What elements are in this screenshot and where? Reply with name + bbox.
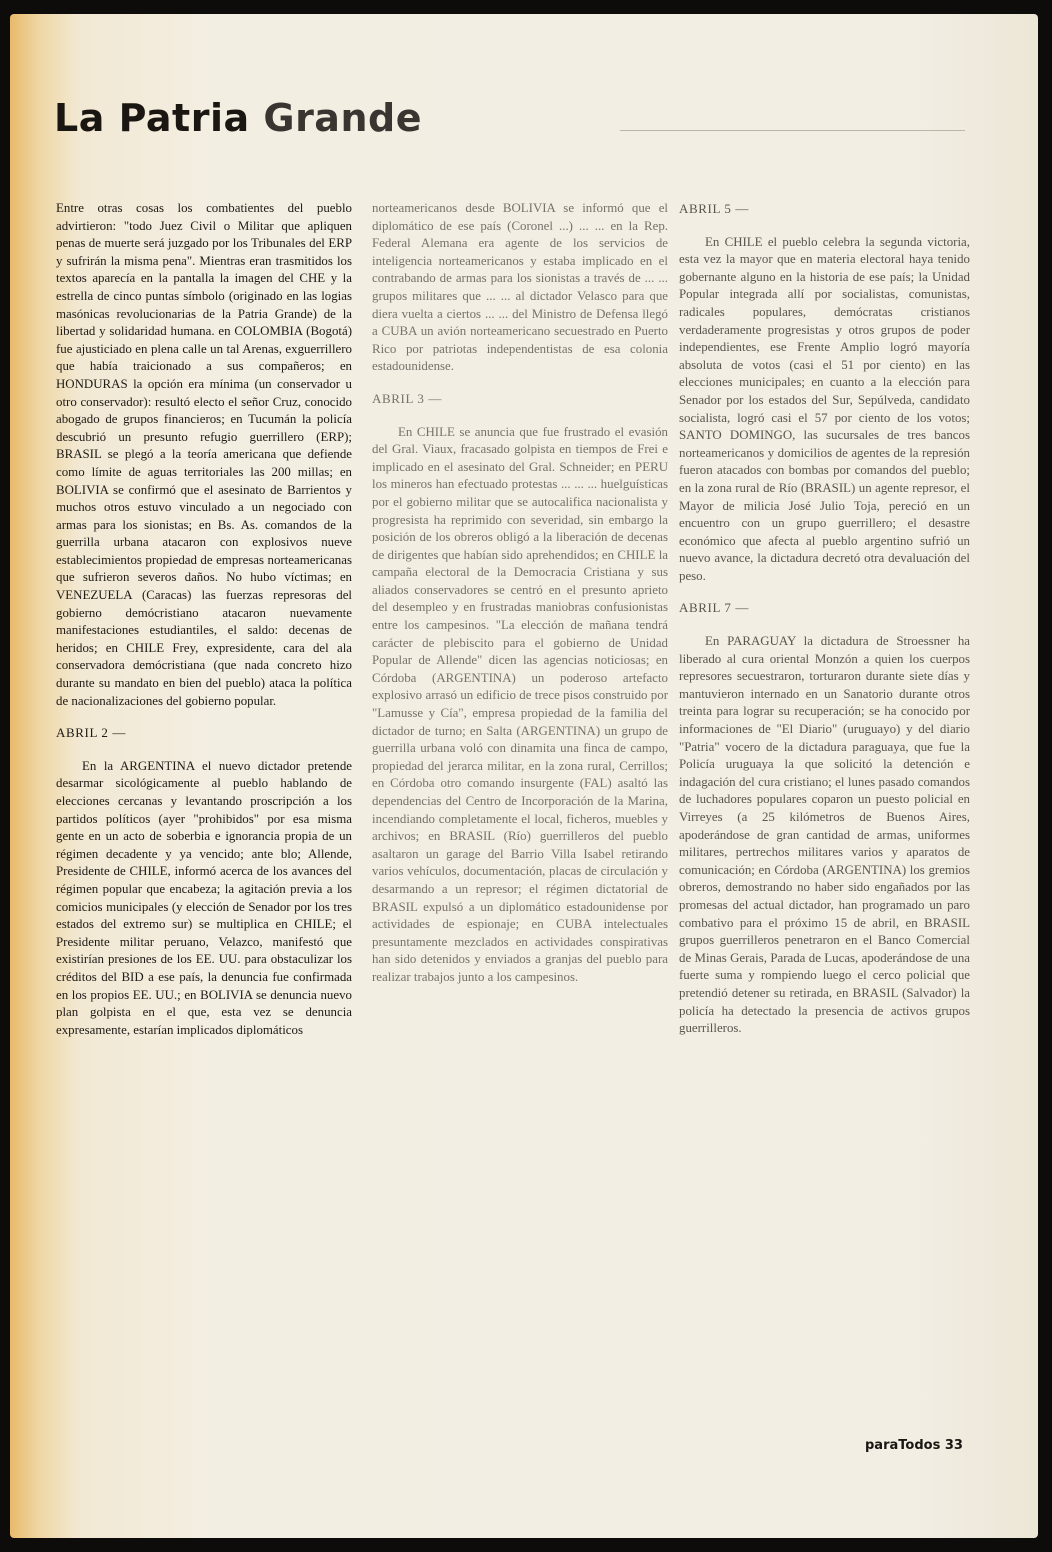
heading-abril-2: ABRIL 2 — <box>56 725 126 741</box>
title-part-la-patria: La Patria <box>54 96 250 140</box>
column-2-paragraph-2: En CHILE se anuncia que fue frustrado el evasión del Gral. Viaux, fracasado golpista en tiempos de Frei e implicado en el asesinato del Gral. Schneider; en PERU los mineros han efectuado protestas ... ... ... huelguísticas por el gobierno militar que se autocalifica nacionalista y progresista ha reprimido con severidad, sin embargo la posición de los obreros obligó a la liberación de decenas de dirigentes que habían sido aprehendidos; en CHILE la campaña electoral de la Democracia Cristiana y sus aliados conservadores se centró en el presunto aprieto del desempleo y en frustradas maniobras confusionistas entre los campesinos. "La elección de mañana tendrá carácter de plebiscito para el gobierno de Unidad Popular de Allende" dicen las agencias noticiosas; en Córdoba (ARGENTINA) un poderoso artefacto explosivo arrasó un edificio de trece pisos construido por "Lamusse y Cía", empresa propiedad de la familia del dictador de turno; en Salta (ARGENTINA) un grupo de guerrilla urbana voló con dinamita una finca de campo, propiedad del jerarca militar, en la zona rural, Cerrillos; en Córdoba otro comando insurgente (FAL) asaltó las dependencias del Centro de Incorporación de la Marina, incendiando completamente el local, ficheros, muebles y archivos; en BRASIL (Río) guerrilleros del pueblo asaltaron un garage del Barrio Villa Isabel retirando varios vehículos, documentación, placas de circulación y desarmando a un represor; el régimen dictatorial de BRASIL expulsó a un diplomático estadounidense por actividades de espionaje; en CUBA intelectuales presuntamente mezclados en actividades conspirativas han sido detenidos y enviados a granjas del pueblo para realizar trabajos junto a los campesinos. <box>372 424 668 984</box>
column-3 <box>679 200 970 1046</box>
column-3-paragraph-2: En PARAGUAY la dictadura de Stroessner ha liberado al cura oriental Monzón a quien los cuerpos represores secuestraron, torturaron durante siete días y mantuvieron internado en un Sanatorio durante otros treinta para lograr su recuperación; se ha conocido por informaciones de "El Diario" (uruguayo) y del diario "Patria" vocero de la dictadura paraguaya, que fue la Policía uruguaya la que solicitó la detención e indagación del cura cristiano; el lunes pasado comandos de luchadores populares coparon un puesto policial en Virreyes (a 25 kilómetros de Buenos Aires, apoderándose de gran cantidad de armas, uniformes militares, pertrechos militares varios y aparatos de comunicación; en Córdoba (ARGENTINA) los gremios obreros, demostrando no haber sido engañados por las promesas del actual dictador, han programado un paro combativo para el próximo 15 de abril, en BRASIL grupos guerrilleros penetraron en el Banco Comercial de Minas Gerais, Parada de Lucas, apoderándose de una fuerte suma y rompiendo luego el cerco policial que pretendió detener su retirada, en BRASIL (Salvador) la policía ha detectado la presencia de activos grupos guerrilleros. <box>679 634 970 1036</box>
column-2-paragraph-1: norteamericanos desde BOLIVIA se informó que el diplomático de ese país (Coronel ...) ... ... en la Rep. Federal Alemana era agente de los servicios de inteligencia norteamericanos y estaba implicado en el contrabando de armas para los sionistas a través de ... ... grupos militares que ... ... al dictador Velasco para que diera vuelta a ciertos ... ... del Ministro de Defensa llegó a CUBA un avión norteamericano secuestrado en Puerto Rico por patriotas independentistas de esa colonia estadounidense. <box>372 201 668 374</box>
title-part-grande: Grande <box>263 96 422 140</box>
heading-abril-5: ABRIL 5 — <box>679 201 749 216</box>
page-number: 33 <box>944 1438 963 1453</box>
page-footer <box>865 1438 963 1453</box>
title-rule <box>620 130 965 131</box>
column-1-paragraph-1: Entre otras cosas los combatientes del pueblo advirtieron: "todo Juez Civil o Militar que apliquen penas de muerte será juzgado por los Tribunales del ERP y sufrirán la misma pena". Mientras eran trasmitidos los textos aparecía en la pantalla la imagen del CHE y la estrella de cinco puntas símbolo (originado en las logias masónicas revolucionarias de la Patria Grande) de la libertad y solidaridad humana. en COLOMBIA (Bogotá) fue ajusticiado en plena calle un tal Arenas, exguerrillero que había traicionado a sus compañeros; en HONDURAS la opción era mínima (un conservador u otro conservador): resultó electo el señor Cruz, conocido abogado de grupos financieros; en Tucumán la policía descubrió un presunto refugio guerrillero (ERP); BRASIL se plegó a la teoría americana que defiende como límite de aguas territoriales las 200 millas; en BOLIVIA se confirmó que el asesinato de Barrientos y muchos otros estuvo vinculado a un negociado con armas para los sionistas; en Bs. As. comandos de la guerrilla urbana atacaron con explosivos nueve establecimientos propiedad de empresas norteamericanas que sufrieron severos daños. No hubo víctimas; en VENEZUELA (Caracas) las fuerzas represoras del gobierno demócristiano atacaron nuevamente manifestaciones estudiantiles, el saldo: decenas de heridos; en CHILE Frey, expresidente, cara del ala conservadora demócristiana (que nada concreto hizo durante su mandato en bien del pueblo) ataca la política de nacionalizaciones del gobierno popular. <box>56 201 352 708</box>
column-2 <box>372 200 668 995</box>
column-1 <box>56 200 352 1047</box>
column-1-paragraph-2: En la ARGENTINA el nuevo dictador pretende desarmar sicológicamente al pueblo hablando de elecciones cercanas y levantando proscripción a los partidos políticos (ayer "prohibidos" por esa misma gente en un acto de soberbia e ignorancia propia de un régimen decadente y ya vencido; ante blo; Allende, Presidente de CHILE, informó acerca de los avances del régimen popular que encabeza; la agitación previa a los comicios municipales (y elección de Senador por los tres estados del extremo sur) se multiplica en CHILE; el Presidente militar peruano, Velazco, manifestó que existirían presiones de los EE. UU. para obstaculizar los créditos del BID a ese país, la denuncia fue confirmada en los propios EE. UU.; en BOLIVIA se denuncia nuevo plan golpista en el que, esta vez se denuncia expresamente, estarían implicados diplomáticos <box>56 758 352 1037</box>
magazine-page <box>10 14 1038 1538</box>
heading-abril-3: ABRIL 3 — <box>372 390 442 406</box>
column-3-paragraph-1: En CHILE el pueblo celebra la segunda victoria, esta vez la mayor que en materia electoral haya tenido gobernante alguno en la historia de ese país; la Unidad Popular integrada allí por socialistas, comunistas, radicales populares, demócratas cristianos verdaderamente progresistas y otros grupos de poder independientes, ese Frente Amplio logró mayoría absoluta de votos (casi el 51 por ciento) en las elecciones municipales; en cuanto a la elección para Senador por los estados del Sur, Sepúlveda, candidato socialista, logró casi el 57 por ciento de los votos; SANTO DOMINGO, las sucursales de tres bancos norteamericanos y domicilios de agentes de la represión fueron atacados con bombas por comandos del pueblo; en la zona rural de Río (BRASIL) un agente represor, el Mayor de milicia José Julio Toja, pereció en un encuentro con un grupo guerrillero; el desastre económico que afecta al pueblo argentino sufrió un nuevo avance, la dictadura decretó otra devaluación del peso. <box>679 234 970 583</box>
page-title <box>54 96 422 140</box>
magazine-name: paraTodos <box>865 1438 941 1453</box>
heading-abril-7: ABRIL 7 — <box>679 600 749 616</box>
